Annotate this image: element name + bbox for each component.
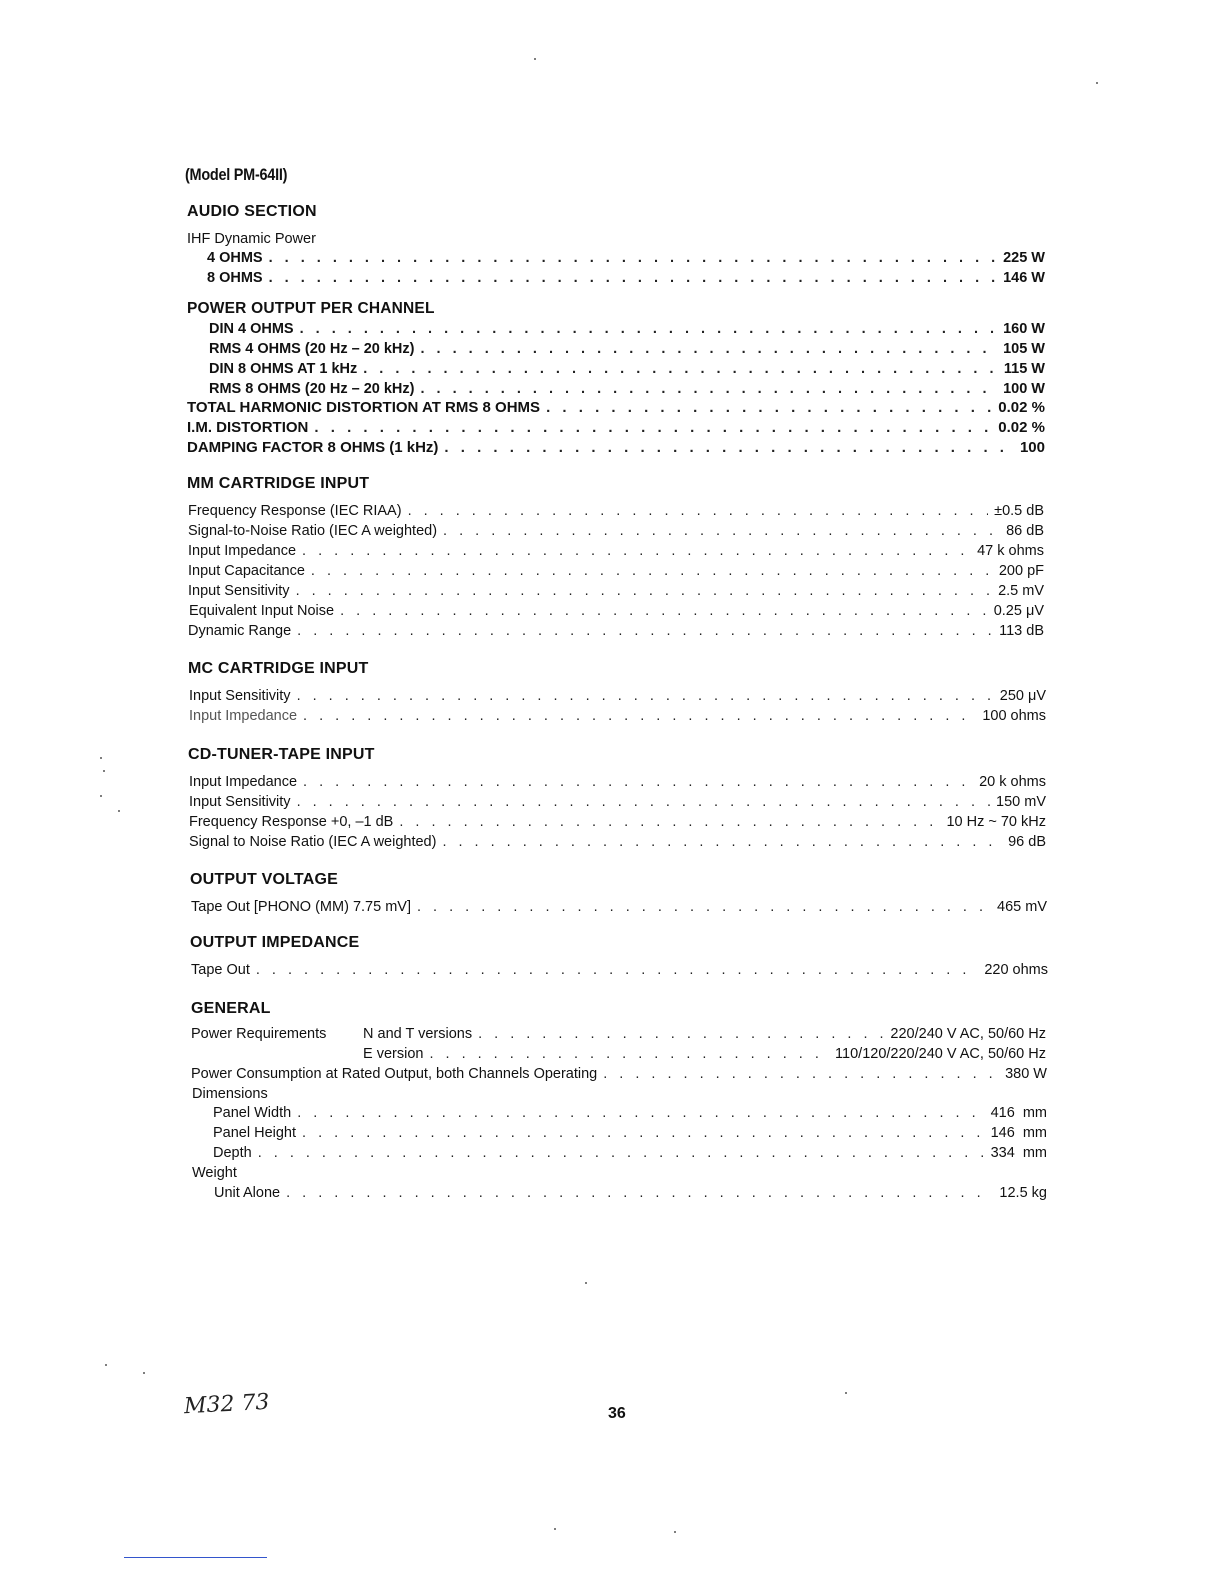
- scan-speck: [1096, 82, 1098, 84]
- leader-dots: [408, 501, 989, 521]
- spec-label: TOTAL HARMONIC DISTORTION AT RMS 8 OHMS: [187, 399, 541, 416]
- spec-label: Input Impedance: [189, 708, 298, 724]
- leader-dots: [256, 960, 978, 980]
- spec-label: RMS 4 OHMS (20 Hz – 20 kHz): [209, 341, 415, 357]
- spec-row-power-consumption: [191, 1064, 1047, 1084]
- leader-dots: [302, 541, 971, 561]
- leader-dots: [443, 521, 1000, 541]
- model-title: (Model PM-64II): [185, 165, 288, 184]
- leader-dots: [444, 438, 1014, 458]
- spec-value: 334 mm: [990, 1145, 1047, 1161]
- heading-output-impedance: OUTPUT IMPEDANCE: [190, 934, 360, 951]
- spec-row-power-req-nt: [363, 1024, 1046, 1044]
- spec-label: Unit Alone: [214, 1185, 281, 1201]
- spec-row-mm-input-sensitivity: [188, 581, 1044, 601]
- leader-dots: [603, 1064, 999, 1084]
- spec-value: 100: [1019, 439, 1045, 456]
- spec-label: Frequency Response +0, –1 dB: [189, 814, 394, 830]
- spec-row-mc-input-sensitivity: [189, 686, 1046, 706]
- spec-value: 0.02 %: [998, 419, 1045, 436]
- heading-general: GENERAL: [191, 1000, 271, 1017]
- blue-line-mark: [124, 1557, 267, 1558]
- spec-label: DAMPING FACTOR 8 OHMS (1 kHz): [187, 439, 439, 456]
- leader-dots: [399, 812, 940, 832]
- spec-row-mm-signal-to-noise: [188, 521, 1044, 541]
- heading-audio-section: AUDIO SECTION: [187, 203, 317, 220]
- spec-value: 110/120/220/240 V AC, 50/60 Hz: [835, 1046, 1046, 1062]
- scan-speck: [585, 1282, 587, 1284]
- spec-label: Equivalent Input Noise: [189, 603, 335, 619]
- spec-row-tape-out-voltage: [191, 897, 1047, 917]
- spec-value: 250 μV: [999, 688, 1046, 704]
- power-requirements-label: Power Requirements: [191, 1026, 327, 1042]
- spec-row-ihf-8-ohms: [207, 268, 1045, 288]
- leader-dots: [420, 379, 997, 399]
- spec-value: 380 W: [1005, 1066, 1047, 1082]
- spec-value: 200 pF: [998, 563, 1044, 579]
- scan-speck: [118, 810, 120, 812]
- spec-value: 96 dB: [1008, 834, 1046, 850]
- spec-label: DIN 8 OHMS AT 1 kHz: [209, 361, 358, 377]
- spec-label: N and T versions: [363, 1026, 473, 1042]
- spec-value: ±0.5 dB: [994, 503, 1044, 519]
- spec-row-rms-8-ohms: [209, 379, 1045, 399]
- dimensions-label: Dimensions: [192, 1086, 268, 1102]
- spec-row-thd: [187, 398, 1045, 418]
- spec-row-din-4-ohms: [209, 319, 1045, 339]
- scan-speck: [105, 1364, 107, 1366]
- spec-label: 8 OHMS: [207, 270, 263, 286]
- spec-label: Tape Out [PHONO (MM) 7.75 mV]: [191, 899, 411, 915]
- leader-dots: [478, 1024, 884, 1044]
- spec-value: 416 mm: [990, 1105, 1047, 1121]
- spec-row-rms-4-ohms: [209, 339, 1045, 359]
- leader-dots: [429, 1044, 829, 1064]
- spec-value: 105 W: [1003, 341, 1045, 357]
- leader-dots: [269, 248, 997, 268]
- leader-dots: [297, 686, 994, 706]
- spec-row-din-8-ohms: [209, 359, 1045, 379]
- leader-dots: [546, 398, 992, 418]
- spec-label: Panel Width: [213, 1105, 292, 1121]
- spec-value: 160 W: [1003, 321, 1045, 337]
- spec-label: Power Consumption at Rated Output, both Channels Operating: [191, 1066, 598, 1082]
- spec-value: 146 mm: [990, 1125, 1047, 1141]
- spec-value: 225 W: [1003, 250, 1045, 266]
- spec-value: 465 mV: [997, 899, 1047, 915]
- heading-power-output: POWER OUTPUT PER CHANNEL: [187, 300, 435, 317]
- spec-row-tape-out-impedance: [191, 960, 1048, 980]
- spec-value: 100 ohms: [982, 708, 1046, 724]
- spec-label: Signal to Noise Ratio (IEC A weighted): [189, 834, 437, 850]
- spec-label: I.M. DISTORTION: [187, 419, 309, 436]
- spec-row-panel-width: [213, 1103, 1047, 1123]
- scan-speck: [143, 1372, 145, 1374]
- leader-dots: [300, 319, 997, 339]
- spec-value: 2.5 mV: [998, 583, 1044, 599]
- scan-speck: [845, 1392, 847, 1394]
- spec-row-damping-factor: [187, 438, 1045, 458]
- leader-dots: [297, 621, 993, 641]
- heading-output-voltage: OUTPUT VOLTAGE: [190, 871, 338, 888]
- spec-row-cd-frequency-response: [189, 812, 1046, 832]
- scan-speck: [100, 795, 102, 797]
- spec-value: 150 mV: [996, 794, 1046, 810]
- spec-row-mm-equivalent-input-noise: [189, 601, 1044, 621]
- spec-row-mm-dynamic-range: [188, 621, 1044, 641]
- spec-value: 220 ohms: [984, 962, 1048, 978]
- spec-label: Input Sensitivity: [189, 794, 291, 810]
- spec-value: 100 W: [1003, 381, 1045, 397]
- leader-dots: [297, 1103, 984, 1123]
- leader-dots: [311, 561, 993, 581]
- spec-label: RMS 8 OHMS (20 Hz – 20 kHz): [209, 381, 415, 397]
- weight-label: Weight: [192, 1165, 237, 1181]
- spec-value: 47 k ohms: [977, 543, 1044, 559]
- spec-label: Dynamic Range: [188, 623, 292, 639]
- spec-row-mm-input-impedance: [188, 541, 1044, 561]
- scan-speck: [554, 1528, 556, 1530]
- scan-speck: [100, 757, 102, 759]
- spec-label: Frequency Response (IEC RIAA): [188, 503, 402, 519]
- leader-dots: [442, 832, 1002, 852]
- spec-label: Input Sensitivity: [189, 688, 291, 704]
- leader-dots: [363, 359, 998, 379]
- leader-dots: [340, 601, 988, 621]
- heading-mc-cartridge-input: MC CARTRIDGE INPUT: [188, 660, 369, 677]
- leader-dots: [269, 268, 997, 288]
- handwritten-note: M32 73: [183, 1389, 271, 1420]
- spec-row-mm-frequency-response: [188, 501, 1044, 521]
- spec-row-cd-input-impedance: [189, 772, 1046, 792]
- leader-dots: [303, 706, 976, 726]
- leader-dots: [420, 339, 997, 359]
- spec-row-mm-input-capacitance: [188, 561, 1044, 581]
- spec-value: 146 W: [1003, 270, 1045, 286]
- spec-label: 4 OHMS: [207, 250, 263, 266]
- spec-label: Input Sensitivity: [188, 583, 290, 599]
- spec-label: E version: [363, 1046, 424, 1062]
- spec-row-depth: [213, 1143, 1047, 1163]
- spec-label: Input Capacitance: [188, 563, 305, 579]
- spec-value: 0.25 μV: [993, 603, 1044, 619]
- spec-label: Input Impedance: [188, 543, 297, 559]
- spec-value: 10 Hz ~ 70 kHz: [946, 814, 1046, 830]
- spec-label: Input Impedance: [189, 774, 298, 790]
- spec-value: 115 W: [1003, 361, 1045, 377]
- spec-value: 220/240 V AC, 50/60 Hz: [890, 1026, 1046, 1042]
- leader-dots: [297, 792, 990, 812]
- spec-row-ihf-4-ohms: [207, 248, 1045, 268]
- spec-row-cd-signal-to-noise: [189, 832, 1046, 852]
- leader-dots: [302, 1123, 985, 1143]
- scan-speck: [534, 58, 536, 60]
- page-number: 36: [608, 1405, 626, 1422]
- leader-dots: [258, 1143, 985, 1163]
- spec-row-im-distortion: [187, 418, 1045, 438]
- leader-dots: [296, 581, 993, 601]
- spec-value: 20 k ohms: [979, 774, 1046, 790]
- spec-value: 12.5 kg: [999, 1185, 1047, 1201]
- spec-label: DIN 4 OHMS: [209, 321, 294, 337]
- scan-speck: [674, 1531, 676, 1533]
- spec-label: Signal-to-Noise Ratio (IEC A weighted): [188, 523, 438, 539]
- heading-mm-cartridge-input: MM CARTRIDGE INPUT: [187, 475, 370, 492]
- spec-row-power-req-e: [363, 1044, 1046, 1064]
- spec-value: 113 dB: [999, 623, 1044, 639]
- spec-label: Tape Out: [191, 962, 250, 978]
- leader-dots: [286, 1183, 993, 1203]
- heading-cd-tuner-tape-input: CD-TUNER-TAPE INPUT: [188, 746, 375, 763]
- spec-value: 86 dB: [1006, 523, 1044, 539]
- spec-row-cd-input-sensitivity: [189, 792, 1046, 812]
- spec-label: Panel Height: [213, 1125, 297, 1141]
- spec-row-mc-input-impedance: [189, 706, 1046, 726]
- spec-label: Depth: [213, 1145, 252, 1161]
- spec-row-unit-alone: [214, 1183, 1047, 1203]
- leader-dots: [314, 418, 992, 438]
- leader-dots: [303, 772, 973, 792]
- scan-speck: [103, 770, 105, 772]
- ihf-dynamic-power-label: IHF Dynamic Power: [187, 231, 316, 247]
- leader-dots: [417, 897, 991, 917]
- spec-value: 0.02 %: [998, 399, 1045, 416]
- spec-row-panel-height: [213, 1123, 1047, 1143]
